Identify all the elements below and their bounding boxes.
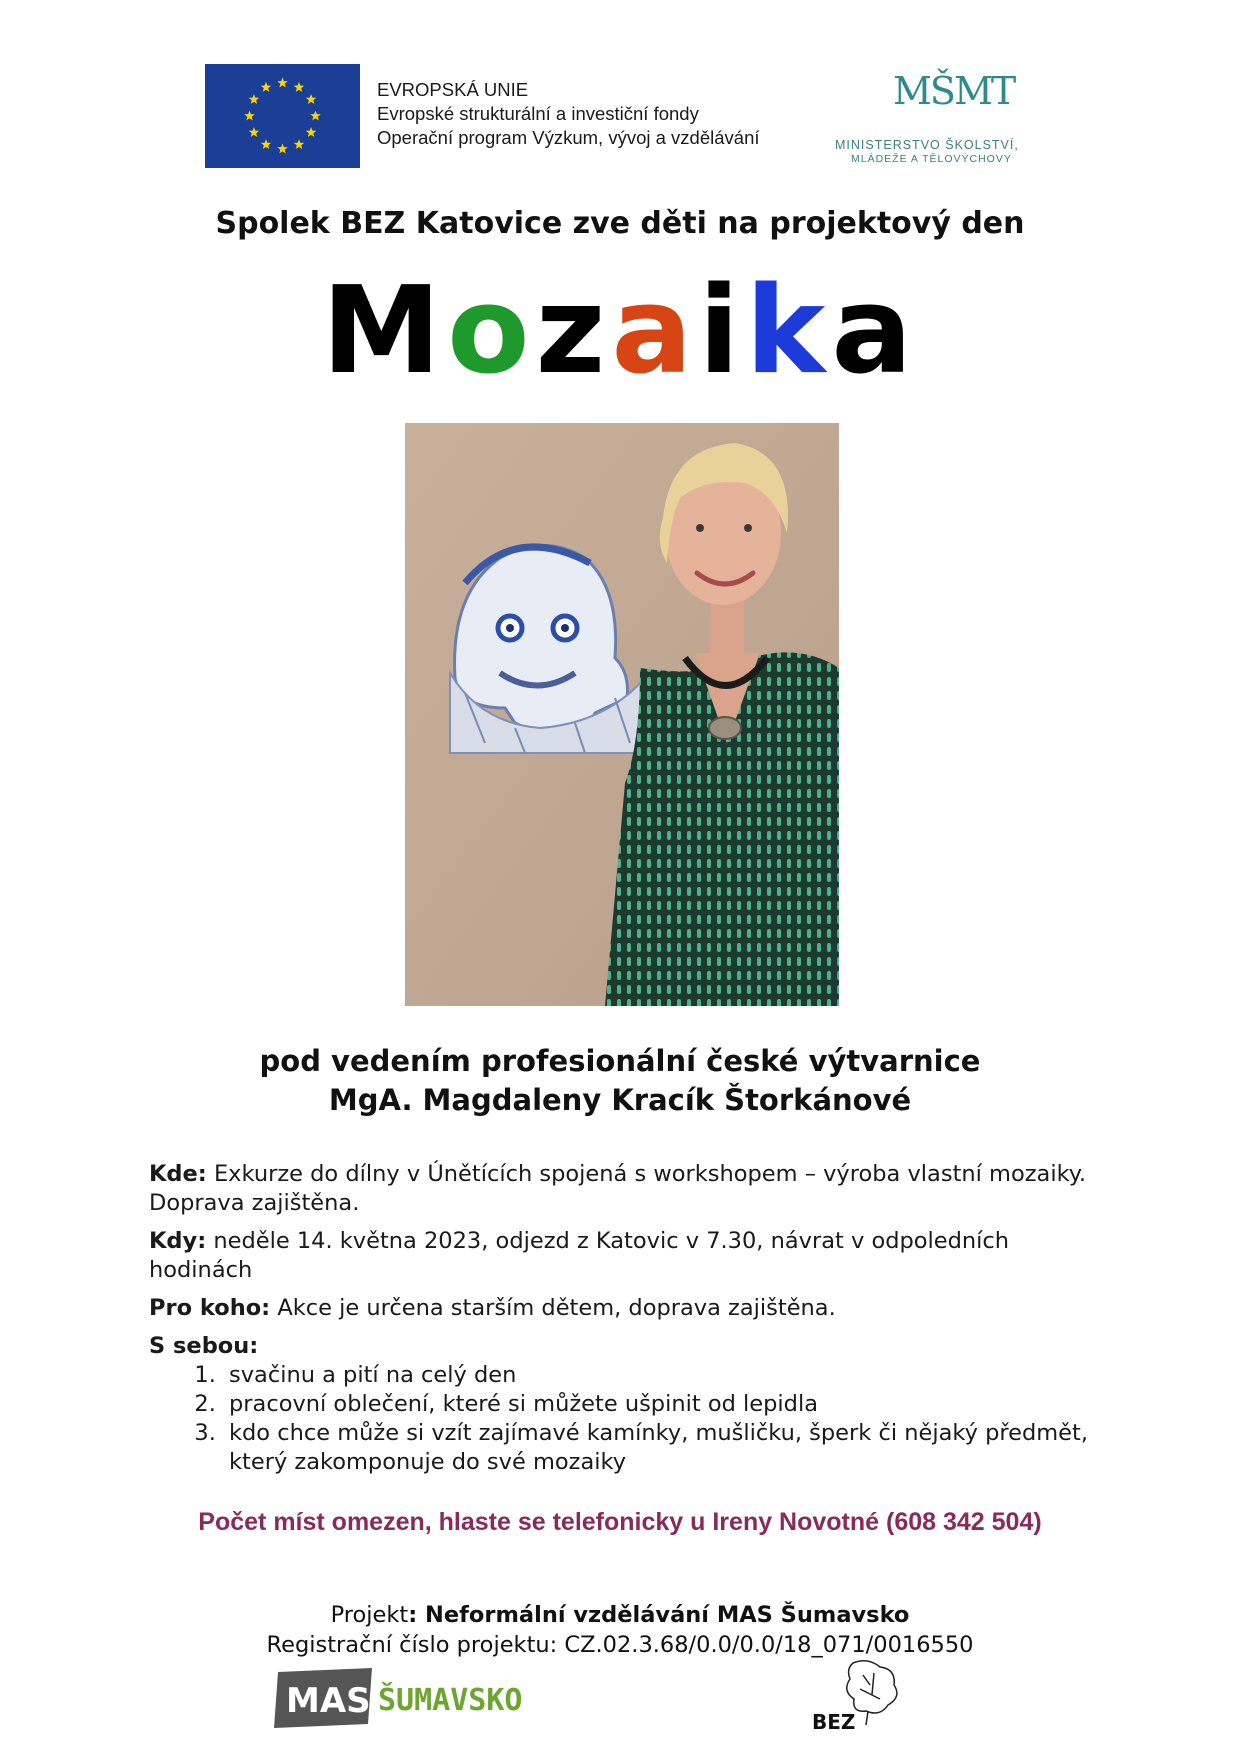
when-text: neděle 14. května 2023, odjezd z Katovic v 7.30, návrat v odpoledních hodinách — [149, 1228, 1010, 1283]
eu-star — [249, 127, 259, 137]
for-row — [149, 1294, 1089, 1323]
bring-label: S sebou: — [149, 1333, 259, 1359]
for-label: Pro koho: — [149, 1295, 271, 1321]
eu-star — [261, 82, 271, 92]
title-letter: a — [611, 262, 699, 401]
eu-star — [294, 139, 304, 149]
eu-stars-icon — [205, 64, 360, 168]
title-letter: a — [831, 262, 919, 401]
title-letter: i — [698, 262, 746, 401]
bring-list — [149, 1361, 1089, 1477]
project-reg: Registrační číslo projektu: CZ.02.3.68/0.0/0.0/18_071/0016550 — [266, 1632, 974, 1658]
artist-photo — [405, 423, 839, 1006]
page-title — [0, 262, 1240, 402]
when-row — [149, 1227, 1089, 1285]
bring-row — [149, 1332, 1089, 1361]
project-label: Projekt — [330, 1602, 409, 1628]
msmt-logo — [835, 64, 1045, 174]
eu-star — [306, 127, 316, 137]
title-letter: M — [321, 262, 448, 401]
title-letter: z — [535, 262, 612, 401]
eu-star — [277, 144, 287, 154]
bez-logo — [808, 1655, 908, 1735]
list-item: 2. pracovní oblečení, které si můžete ušpinit od lepidla — [223, 1390, 1089, 1419]
leader-line-1: pod vedením profesionální české výtvarnice — [259, 1044, 981, 1078]
title-letter: k — [745, 262, 832, 401]
mas-text: MAS — [286, 1681, 371, 1721]
eu-star — [261, 139, 271, 149]
eu-star — [310, 111, 320, 121]
bez-text: BEZ — [812, 1710, 856, 1734]
when-label: Kdy: — [149, 1228, 207, 1254]
leader-line-2: MgA. Magdaleny Kracík Štorkánové — [328, 1083, 912, 1117]
eu-star — [294, 82, 304, 92]
sumavsko-text: ŠUMAVSKO — [378, 1683, 523, 1718]
eu-flag-logo — [205, 64, 360, 168]
intro-heading: Spolek BEZ Katovice zve děti na projektový den — [215, 206, 1025, 241]
project-info — [0, 1600, 1240, 1660]
eu-star — [306, 94, 316, 104]
where-row — [149, 1160, 1089, 1218]
project-name: : Neformální vzdělávání MAS Šumavsko — [408, 1602, 910, 1628]
eu-star — [249, 94, 259, 104]
eu-text-block — [377, 78, 760, 150]
list-item: 3. kdo chce může si vzít zajímavé kamínky, mušličku, šperk či nějaký předmět, který zakomponuje do své mozaiky — [223, 1419, 1089, 1477]
project-line — [0, 1600, 1240, 1630]
where-label: Kde: — [149, 1161, 207, 1187]
title-letter: o — [447, 262, 536, 401]
leader-text — [0, 1042, 1240, 1120]
msmt-line-2: MLÁDEŽE A TĚLOVÝCHOVY — [851, 153, 1012, 165]
registration-notice: Počet míst omezen, hlaste se telefonicky u Ireny Novotné (608 342 504) — [198, 1508, 1042, 1536]
eu-star — [244, 111, 254, 121]
list-item: 1. svačinu a pití na celý den — [223, 1361, 1089, 1390]
msmt-abbr: MŠMT — [893, 69, 1015, 113]
eu-star — [277, 78, 287, 88]
event-details — [149, 1160, 1089, 1477]
where-text: Exkurze do dílny v Únětících spojená s workshopem – výroba vlastní mozaiky. Doprava zajištěna. — [149, 1161, 1087, 1216]
eu-line-2: Evropské strukturální a investiční fondy — [377, 103, 699, 124]
for-text: Akce je určena starším dětem, doprava zajištěna. — [270, 1295, 836, 1321]
eu-line-1: EVROPSKÁ UNIE — [377, 79, 529, 100]
eu-line-3: Operační program Výzkum, vývoj a vzdělávání — [377, 127, 760, 148]
msmt-line-1: MINISTERSTVO ŠKOLSTVÍ, — [835, 138, 1019, 152]
mas-sumavsko-logo — [272, 1664, 552, 1734]
